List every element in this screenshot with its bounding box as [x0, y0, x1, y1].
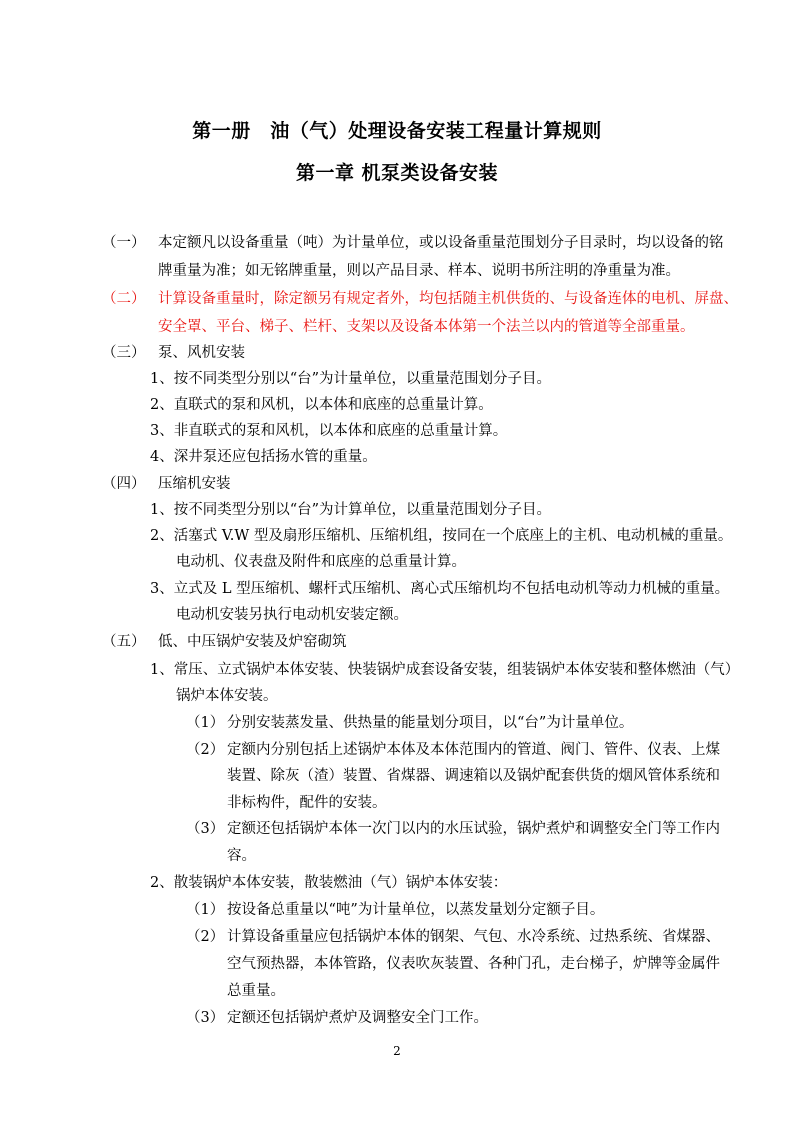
item-5-1-1-marker: （1） [186, 715, 225, 731]
item-4-marker: （四） [102, 476, 146, 492]
item-3-marker: （三） [102, 345, 146, 361]
item-2-text-cont: 安全罩、平台、梯子、栏杆、支架以及设备本体第一个法兰以内的管道等全部重量。 [158, 319, 695, 335]
item-5-1-2-text-cont: 装置、除灰（渣）装置、省煤器、调速箱以及锅炉配套供货的烟风管体系统和 [227, 768, 720, 784]
item-5-2-2-text-cont: 空气预热器，本体管路，仪表吹灰装置、各种门孔，走台梯子，炉牌等金属件 [227, 956, 720, 972]
item-3-sub-1: 1、按不同类型分别以“台”为计量单位，以重量范围划分子目。 [150, 371, 552, 387]
item-1-text-cont: 牌重量为准；如无铭牌重量，则以产品目录、样本、说明书所注明的净重量为准。 [158, 263, 680, 279]
item-4-sub-1: 1、按不同类型分别以“台”为计算单位，以重量范围划分子目。 [150, 502, 552, 518]
item-5-1-2-text: 定额内分别包括上述锅炉本体及本体范围内的管道、阀门、管件、仪表、上煤 [227, 742, 720, 758]
item-5-1-3-text-cont: 容。 [227, 848, 256, 864]
item-5-2-2-text-cont2: 总重量。 [227, 983, 285, 999]
item-2-marker: （二） [102, 291, 146, 307]
item-5-2-1-text: 按设备总重量以“吨”为计量单位，以蒸发量划分定额子目。 [227, 902, 605, 918]
item-4-sub-3-cont: 电动机安装另执行电动机安装定额。 [176, 607, 408, 623]
item-5-2-3-marker: （3） [186, 1010, 225, 1026]
item-5-sub-1-cont: 锅炉本体安装。 [176, 688, 278, 704]
item-1-marker: （一） [102, 235, 146, 251]
item-5-1-1-text: 分别安装蒸发量、供热量的能量划分项目，以“台”为计量单位。 [227, 715, 634, 731]
item-5-1-3-marker: （3） [186, 821, 225, 837]
page-number: 2 [393, 1044, 401, 1058]
item-5-2-2-text: 计算设备重量应包括锅炉本体的钢架、气包、水冷系统、过热系统、省煤器、 [227, 929, 720, 945]
item-3-sub-2: 2、直联式的泵和风机，以本体和底座的总重量计算。 [150, 397, 493, 413]
item-3-heading: 泵、风机安装 [158, 345, 245, 361]
item-3-sub-3: 3、非直联式的泵和风机，以本体和底座的总重量计算。 [150, 423, 508, 439]
item-5-1-2-text-cont2: 非标构件，配件的安装。 [227, 795, 387, 811]
item-5-marker: （五） [102, 634, 146, 650]
item-2-text: 计算设备重量时，除定额另有规定者外，均包括随主机供货的、与设备连体的电机、屏盘、 [158, 291, 738, 307]
item-5-2-3-text: 定额还包括锅炉煮炉及调整安全门工作。 [227, 1010, 488, 1026]
volume-title: 第一册 油（气）处理设备安装工程量计算规则 [192, 120, 602, 142]
item-4-sub-2: 2、活塞式 V.W 型及扇形压缩机、压缩机组，按同在一个底座上的主机、电动机械的重量。 [150, 528, 733, 544]
item-5-heading: 低、中压锅炉安装及炉窑砌筑 [158, 634, 347, 650]
item-5-sub-2: 2、散装锅炉本体安装，散装燃油（气）锅炉本体安装： [150, 875, 508, 891]
item-5-1-3-text: 定额还包括锅炉本体一次门以内的水压试验，锅炉煮炉和调整安全门等工作内 [227, 821, 720, 837]
item-3-sub-4: 4、深井泵还应包括扬水管的重量。 [150, 449, 377, 465]
item-1-text: 本定额凡以设备重量（吨）为计量单位，或以设备重量范围划分子目录时，均以设备的铭 [158, 235, 724, 251]
item-5-2-1-marker: （1） [186, 902, 225, 918]
item-5-2-2-marker: （2） [186, 929, 225, 945]
item-4-heading: 压缩机安装 [158, 476, 231, 492]
chapter-title: 第一章 机泵类设备安装 [295, 162, 499, 184]
item-5-1-2-marker: （2） [186, 742, 225, 758]
item-4-sub-2-cont: 电动机、仪表盘及附件和底座的总重量计算。 [176, 554, 466, 570]
item-5-sub-1: 1、常压、立式锅炉本体安装、快装锅炉成套设备安装，组装锅炉本体安装和整体燃油（气） [150, 662, 740, 678]
item-4-sub-3: 3、立式及 L 型压缩机、螺杆式压缩机、离心式压缩机均不包括电动机等动力机械的重量。 [150, 581, 730, 597]
